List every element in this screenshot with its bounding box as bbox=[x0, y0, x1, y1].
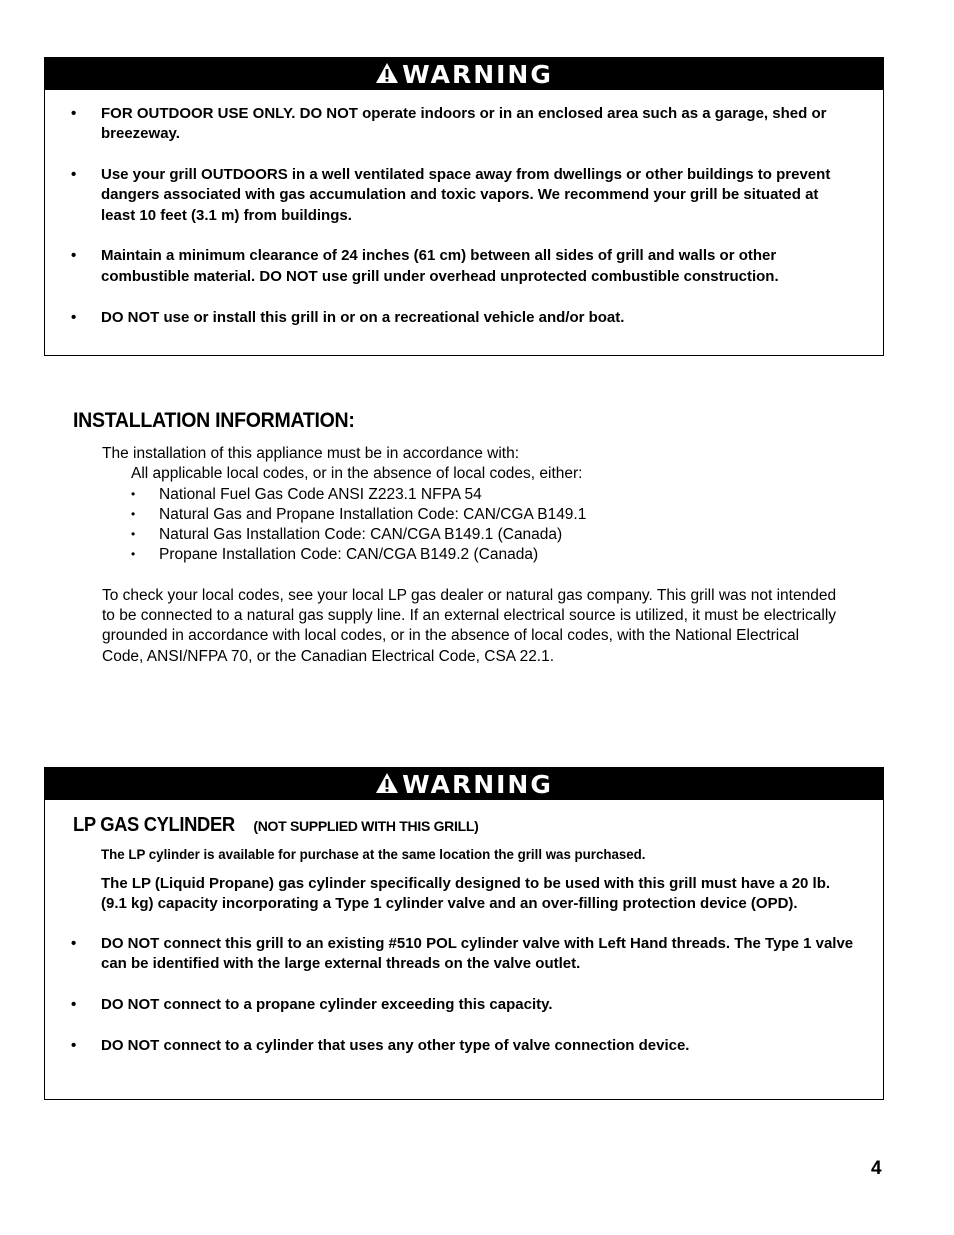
warning-title: WARNING bbox=[402, 769, 553, 799]
list-item: • Natural Gas and Propane Installation Code: CAN/CGA B149.1 bbox=[131, 505, 587, 523]
installation-section bbox=[73, 409, 873, 667]
list-item: • DO NOT use or install this grill in or on a recreational vehicle and/or boat. bbox=[71, 308, 625, 326]
installation-paragraph: To check your local codes, see your local LP gas dealer or natural gas company. This grill was not intended to be connected to a natural gas supply line. If an external electrical source is utilized, it must be electrically grounded in accordance with local codes, or in the absence of local codes, with the National Electrical Code, ANSI/NFPA 70, or the Canadian Electrical Code, CSA 22.1. bbox=[102, 586, 837, 665]
list-item: • Use your grill OUTDOORS in a well ventilated space away from dwellings or other buildings to prevent dangers associated with gas accumulation and toxic vapors. We recommend your grill be situated at least 10 feet (3.1 m) from buildings. bbox=[71, 166, 831, 224]
warning-list bbox=[45, 90, 883, 328]
list-item: • Natural Gas Installation Code: CAN/CGA B149.1 (Canada) bbox=[131, 526, 563, 544]
warning-box-lp-cylinder bbox=[44, 767, 884, 1100]
installation-sub: All applicable local codes, or in the absence of local codes, either: bbox=[131, 465, 583, 483]
list-item: • DO NOT connect to a cylinder that uses any other type of valve connection device. bbox=[71, 1036, 690, 1054]
warning-list bbox=[45, 914, 883, 1056]
codes-list bbox=[131, 485, 873, 566]
installation-body bbox=[102, 444, 873, 667]
list-item: • National Fuel Gas Code ANSI Z223.1 NFPA 54 bbox=[131, 485, 482, 503]
warning-header bbox=[45, 58, 883, 90]
lp-title: LP GAS CYLINDER bbox=[73, 814, 235, 836]
warning-triangle-icon bbox=[375, 772, 399, 794]
installation-intro: The installation of this appliance must be in accordance with: bbox=[102, 445, 520, 462]
list-item: • Propane Installation Code: CAN/CGA B149.2 (Canada) bbox=[131, 546, 539, 564]
list-item: • DO NOT connect to a propane cylinder exceeding this capacity. bbox=[71, 996, 553, 1014]
warning-triangle-icon bbox=[375, 62, 399, 84]
lp-requirements: The LP (Liquid Propane) gas cylinder specifically designed to be used with this grill must have a 20 lb. (9.1 kg) capacity incorporating a Type 1 cylinder valve and an over-filling protection device (OPD). bbox=[101, 875, 831, 912]
installation-title: INSTALLATION INFORMATION: bbox=[73, 409, 355, 432]
page-number: 4 bbox=[871, 1158, 882, 1179]
list-item: • Maintain a minimum clearance of 24 inches (61 cm) between all sides of grill and walls or other combustible material. DO NOT use grill under overhead unprotected combustible construction. bbox=[71, 247, 779, 285]
warning-header bbox=[45, 768, 883, 800]
list-item: • FOR OUTDOOR USE ONLY. DO NOT operate indoors or in an enclosed area such as a garage, shed or breezeway. bbox=[71, 105, 827, 143]
list-item: • DO NOT connect this grill to an existing #510 POL cylinder valve with Left Hand threads. The Type 1 valve can be identified with the large external threads on the valve outlet. bbox=[71, 935, 854, 973]
warning-box-outdoor bbox=[44, 57, 884, 356]
lp-availability: The LP cylinder is available for purchase at the same location the grill was purchased. bbox=[101, 846, 646, 862]
lp-note: (NOT SUPPLIED WITH THIS GRILL) bbox=[253, 818, 479, 834]
warning-title: WARNING bbox=[402, 59, 553, 89]
lp-heading bbox=[73, 814, 883, 837]
